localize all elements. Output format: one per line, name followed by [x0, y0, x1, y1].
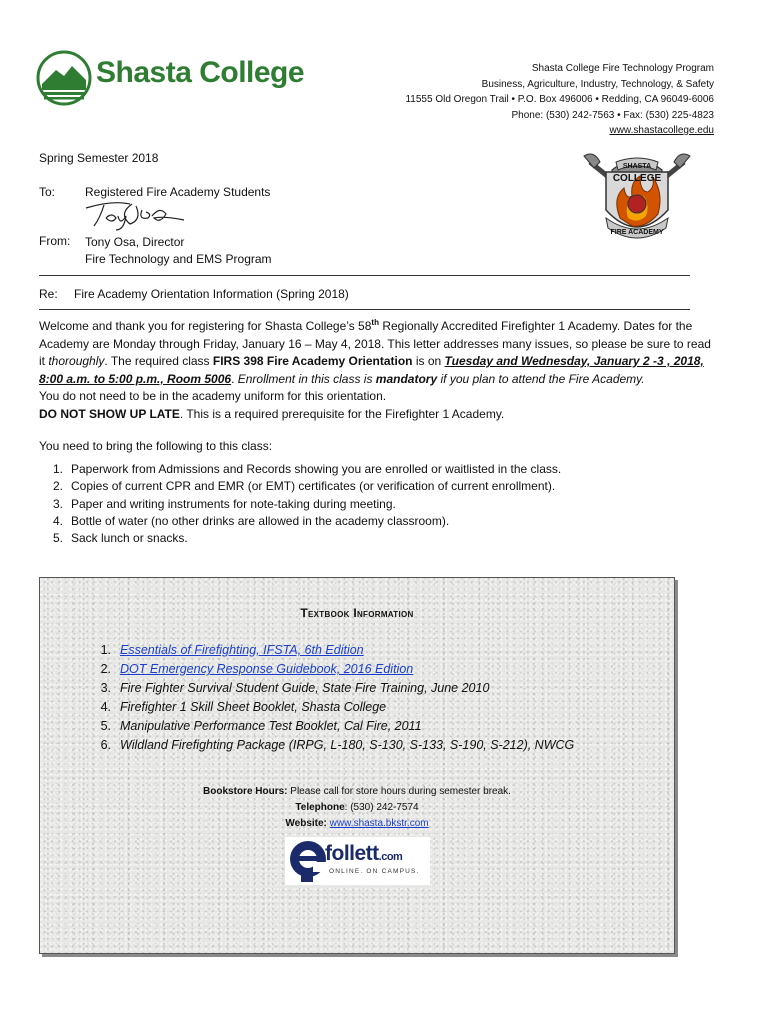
textbook-item — [95, 641, 574, 660]
signature-icon — [82, 196, 202, 232]
list-number: 1. — [100, 643, 111, 657]
address-line: Phone: (530) 242-7563 • Fax: (530) 225-4823 — [511, 109, 714, 121]
textbook-text: Firefighter 1 Skill Sheet Booklet, Shasta College — [120, 700, 387, 714]
orientation-date: Tuesday and Wednesday, January 2 -3 , 2018, 8:00 a.m. to 5:00 p.m., Room 5006 — [39, 354, 704, 386]
address-line: 11555 Old Oregon Trail • P.O. Box 496006 • Redding, CA 96049-6006 — [405, 94, 714, 105]
hours-value: Please call for store hours during semester break. — [287, 786, 511, 797]
divider — [39, 309, 690, 310]
enrollment-note: Enrollment in this class is — [237, 371, 376, 386]
prerequisite-note: . This is a required prerequisite for the Firefighter 1 Academy. — [179, 406, 505, 421]
website-label: Website: — [285, 818, 327, 829]
welcome-text: Welcome and thank you for registering for Shasta College’s 58 — [39, 319, 372, 333]
list-number: 3. — [52, 496, 63, 511]
mountain-logo-icon — [36, 50, 92, 106]
phone-value: : (530) 242-7574 — [344, 802, 419, 813]
course-name: FIRS 398 Fire Academy Orientation — [212, 354, 413, 368]
welcome-text: . The required class — [104, 354, 213, 368]
badge-middle-text: COLLEGE — [612, 173, 662, 184]
list-text: Copies of current CPR and EMR (or EMT) certificates (or verification of current enrollment). — [71, 479, 556, 494]
semester-line: Spring Semester 2018 — [39, 151, 159, 165]
bookstore-info — [40, 784, 674, 832]
program-address-block — [405, 61, 714, 139]
ordinal-suffix: th — [371, 318, 379, 327]
welcome-paragraph — [39, 318, 719, 423]
to-label: To: — [39, 185, 56, 199]
follett-logo — [285, 837, 430, 885]
textbook-text: Manipulative Performance Test Booklet, Cal Fire, 2011 — [120, 719, 422, 733]
re-label: Re: — [39, 287, 58, 301]
list-number: 4. — [100, 700, 111, 714]
list-text: Bottle of water (no other drinks are allowed in the academy classroom). — [71, 513, 450, 528]
to-value: Registered Fire Academy Students — [85, 185, 271, 199]
welcome-text: . — [231, 371, 238, 386]
hours-label: Bookstore Hours: — [203, 786, 288, 797]
college-website-link[interactable]: www.shastacollege.edu — [609, 125, 714, 136]
textbook-item — [95, 698, 574, 717]
signature — [82, 196, 202, 237]
welcome-text: is on — [412, 354, 445, 368]
follett-tagline: ONLINE. ON CAMPUS. — [329, 868, 420, 875]
welcome-text: Regionally Accredited Firefighter 1 Academy. Dates for the Academy are Monday through Friday, January 16 – May 4, 2018. This letter addresses many issues, so please be sure to read it — [39, 319, 711, 368]
mandatory-text: mandatory — [375, 371, 438, 386]
college-name: Shasta College — [96, 56, 305, 89]
fire-academy-badge — [582, 148, 692, 248]
enrollment-note: if you plan to attend the Fire Academy. — [437, 371, 645, 386]
bookstore-hours — [40, 784, 674, 800]
divider — [39, 275, 690, 276]
from-program: Fire Technology and EMS Program — [85, 252, 272, 266]
textbook-item — [95, 679, 574, 698]
address-line: Business, Agriculture, Industry, Technology, & Safety — [481, 78, 714, 90]
from-name: Tony Osa, Director — [85, 235, 185, 249]
list-number: 5. — [100, 719, 111, 733]
textbook-text: Wildland Firefighting Package (IRPG, L-180, S-130, S-133, S-190, S-212), NWCG — [120, 738, 575, 752]
list-number: 6. — [100, 738, 111, 752]
textbook-link[interactable]: DOT Emergency Response Guidebook, 2016 Edition — [120, 662, 414, 676]
re-value: Fire Academy Orientation Information (Spring 2018) — [74, 287, 349, 301]
list-number: 3. — [100, 681, 111, 695]
fire-academy-badge-icon — [582, 148, 692, 248]
uniform-note: You do not need to be in the academy uniform for this orientation. — [39, 389, 387, 403]
textbook-list — [95, 641, 574, 755]
follett-wordmark — [325, 842, 402, 866]
list-item — [47, 461, 561, 478]
address-line: Shasta College Fire Technology Program — [531, 63, 714, 74]
bookstore-phone — [40, 800, 674, 816]
bookstore-website — [40, 816, 674, 832]
follett-e-icon — [287, 838, 327, 884]
emphasis-text: thoroughly — [48, 354, 105, 368]
college-logo — [36, 50, 326, 106]
bookstore-website-link[interactable]: www.shasta.bkstr.com — [329, 818, 429, 829]
list-number: 2. — [52, 479, 63, 494]
badge-bottom-text: FIRE ACADEMY — [610, 229, 664, 236]
follett-domain: .com — [378, 851, 403, 863]
list-text: Paperwork from Admissions and Records showing you are enrolled or waitlisted in the class. — [71, 462, 562, 476]
follett-name: follett — [325, 842, 379, 865]
badge-top-text: SHASTA — [622, 163, 652, 170]
textbook-item — [95, 717, 574, 736]
from-value — [85, 234, 272, 268]
list-number: 1. — [52, 462, 63, 476]
list-item — [47, 513, 561, 530]
phone-label: Telephone — [295, 802, 345, 813]
list-number: 5. — [52, 531, 63, 546]
textbook-text: Fire Fighter Survival Student Guide, State Fire Training, June 2010 — [120, 681, 490, 695]
from-label: From: — [39, 234, 71, 248]
list-number: 2. — [100, 662, 111, 676]
textbook-title: Textbook Information — [300, 606, 414, 620]
list-item — [47, 496, 561, 513]
bring-list-title: You need to bring the following to this class: — [39, 439, 273, 453]
list-text: Paper and writing instruments for note-taking during meeting. — [71, 496, 396, 511]
list-item — [47, 478, 561, 495]
list-item — [47, 530, 561, 547]
bring-list — [47, 461, 561, 547]
late-warning: DO NOT SHOW UP LATE — [39, 406, 180, 421]
textbook-item — [95, 736, 574, 755]
textbook-info-box — [39, 577, 675, 954]
textbook-item — [95, 660, 574, 679]
list-number: 4. — [52, 513, 63, 528]
list-text: Sack lunch or snacks. — [71, 531, 188, 546]
textbook-link[interactable]: Essentials of Firefighting, IFSTA, 6th Edition — [120, 643, 364, 657]
